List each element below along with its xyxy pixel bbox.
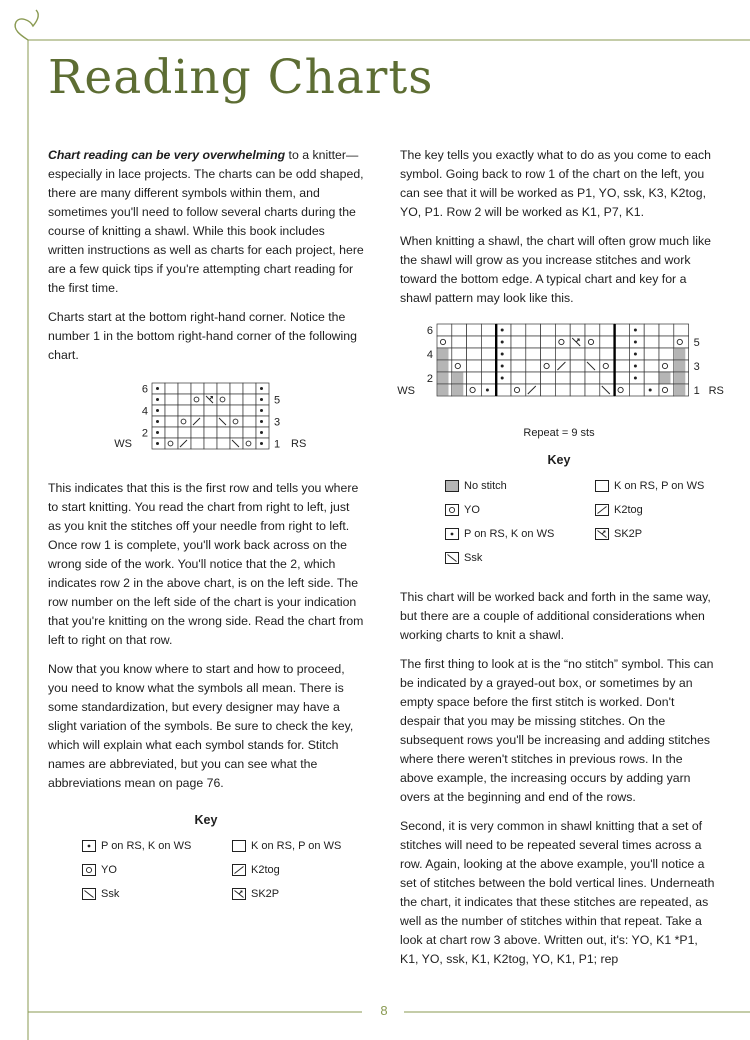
chart-cell xyxy=(555,384,570,396)
chart-cell xyxy=(600,324,615,336)
purl-dot-mark xyxy=(260,431,263,434)
row-number-label: 1 xyxy=(274,438,281,451)
chart-cell xyxy=(481,348,496,360)
chart-cell xyxy=(452,348,467,360)
chart-cell xyxy=(674,336,689,348)
chart-cell xyxy=(526,372,541,384)
key-item xyxy=(232,838,372,854)
chart-cell xyxy=(511,336,526,348)
purl-dot-mark xyxy=(260,387,263,390)
key-item xyxy=(232,862,372,878)
chart-cell xyxy=(615,336,630,348)
chart-cell xyxy=(511,348,526,360)
chart-cell xyxy=(204,394,217,405)
chart-cell xyxy=(467,324,482,336)
dot-key-symbol xyxy=(82,840,96,852)
chart-cell xyxy=(467,372,482,384)
chart-cell xyxy=(243,427,256,438)
chart-cell xyxy=(555,324,570,336)
paragraph: The first thing to look at is the “no stitch” symbol. This can be indicated by a grayed-out box, or sometimes by an empty space before the first stitch is worked. Don't despair that you may be missing stitches. On the subsequent rows you'll be increasing and adding stitches where there weren't stitches in previous rows. In the above example, the increasing occurs by adding yarn overs at the beginning and end of the rows. xyxy=(400,657,714,804)
left-column xyxy=(48,146,364,902)
symbol-key xyxy=(82,838,364,902)
chart-cell xyxy=(481,336,496,348)
chart-cell xyxy=(467,348,482,360)
chart-cell xyxy=(511,360,526,372)
empty-key-symbol xyxy=(595,480,609,492)
no-stitch-mark xyxy=(438,349,449,360)
chart-cell xyxy=(230,383,243,394)
chart-cell xyxy=(600,336,615,348)
chart-cell xyxy=(178,438,191,449)
dot-key-symbol xyxy=(445,528,459,540)
no-stitch-mark xyxy=(674,373,685,384)
chart-cell xyxy=(217,405,230,416)
circle-key-symbol xyxy=(445,504,459,516)
purl-dot-mark xyxy=(260,398,263,401)
key-item-label: Ssk xyxy=(464,551,483,564)
chart-cell xyxy=(615,348,630,360)
chart-cell xyxy=(585,384,600,396)
row-number-label: 2 xyxy=(426,373,433,386)
row-number-label: 4 xyxy=(426,349,433,362)
no-stitch-mark xyxy=(674,385,685,396)
chart-cell xyxy=(217,383,230,394)
repeat-label: Repeat = 9 sts xyxy=(523,427,595,439)
key-item xyxy=(595,502,735,518)
chart-cell xyxy=(437,324,452,336)
chart-cell xyxy=(165,427,178,438)
chart-cell xyxy=(191,427,204,438)
paragraph: Charts start at the bottom right-hand corner. Notice the number 1 in the bottom right-hand corner of the following chart. xyxy=(48,310,357,362)
row-number-label: 4 xyxy=(141,405,148,418)
chart-cell xyxy=(541,360,556,372)
purl-dot-mark xyxy=(156,387,159,390)
key-item-label: No stitch xyxy=(464,479,507,492)
chart-cell xyxy=(644,336,659,348)
chart-cell xyxy=(204,427,217,438)
intro-lead: Chart reading can be very overwhelming xyxy=(48,148,286,162)
key-item xyxy=(595,478,735,494)
chart-cell xyxy=(511,324,526,336)
chart-cell xyxy=(243,405,256,416)
purl-dot-mark xyxy=(156,409,159,412)
chart-cell xyxy=(570,384,585,396)
chart-cell xyxy=(541,324,556,336)
paragraph: This indicates that this is the first row and tells you where to start knitting. You read the chart from right to left, just as you knit the stitches off your needle from right to left. Once row 1 is complete, you'll work back across on the wrong side of the work. You'll notice that the 2, which indicates row 2 in the above chart, is on the left side. The row number on the left side of the chart is your indication that you're knitting on the wrong side. Read the chart from left to right on that row. xyxy=(48,481,364,647)
purl-dot-mark xyxy=(634,341,637,344)
chart-cell xyxy=(659,348,674,360)
chart-cell xyxy=(243,438,256,449)
page-number: 8 xyxy=(380,1003,388,1018)
chart-cell xyxy=(659,324,674,336)
chart-cell xyxy=(600,372,615,384)
slash-key-symbol xyxy=(232,864,246,876)
chart-cell xyxy=(243,416,256,427)
backslash-key-symbol xyxy=(445,552,459,564)
chart-cell xyxy=(243,394,256,405)
chart-cell xyxy=(659,384,674,396)
key-item-label: Ssk xyxy=(101,887,120,900)
chart-cell xyxy=(526,348,541,360)
key-item xyxy=(595,526,735,542)
key-title: Key xyxy=(194,813,218,827)
chart-cell xyxy=(178,416,191,427)
chart-cell xyxy=(191,438,204,449)
purl-dot-mark xyxy=(156,442,159,445)
right-column xyxy=(397,146,724,979)
key-item-label: K2tog xyxy=(251,863,280,876)
chart-cell xyxy=(178,394,191,405)
key-item xyxy=(445,478,595,494)
key-item xyxy=(82,862,232,878)
paragraph: This chart will be worked back and forth in the same way, but there are a couple of additional considerations when working charts to knit a shawl. xyxy=(400,590,711,642)
chart-cell xyxy=(585,372,600,384)
chart-cell xyxy=(165,438,178,449)
nostitch-key-symbol xyxy=(445,480,459,492)
chart-cell xyxy=(204,405,217,416)
chart-cell xyxy=(585,336,600,348)
chart-cell xyxy=(570,348,585,360)
empty-key-symbol xyxy=(232,840,246,852)
no-stitch-mark xyxy=(438,361,449,372)
purl-dot-mark xyxy=(486,389,489,392)
chart-cell xyxy=(555,348,570,360)
chart-cell xyxy=(191,405,204,416)
purl-dot-mark xyxy=(501,377,504,380)
chart-cell xyxy=(230,438,243,449)
chart-cell xyxy=(217,427,230,438)
chart-cell xyxy=(481,360,496,372)
intro-rest: to a knitter—especially in lace projects. The charts can be odd shaped, there are many different symbols within them, and sometimes you'll need to follow several charts during the course of knitting a shawl. While this book includes written instructions as well as charts for each project, here are a few quick tips if you're attempting chart reading for the first time. xyxy=(48,148,364,295)
ws-label: WS xyxy=(114,438,132,450)
chart-cell xyxy=(644,372,659,384)
chart-cell xyxy=(437,336,452,348)
chart-cell xyxy=(526,324,541,336)
no-stitch-mark xyxy=(438,385,449,396)
row-number-label: 5 xyxy=(693,337,700,350)
purl-dot-mark xyxy=(260,409,263,412)
chart-cell xyxy=(204,416,217,427)
key-item-label: YO xyxy=(101,863,117,876)
purl-dot-mark xyxy=(649,389,652,392)
row-number-label: 6 xyxy=(426,325,433,338)
key-item-label: SK2P xyxy=(614,527,643,540)
chart-cell xyxy=(243,383,256,394)
chart-cell xyxy=(674,324,689,336)
chart-cell xyxy=(585,324,600,336)
intro-paragraph xyxy=(48,146,364,298)
paragraph: Now that you know where to start and how to proceed, you need to know what the symbols all mean. There is some standardization, but every designer may have a slight variation of the symbols. Be sure to check the key, which will explain what each symbol stands for. Stitch names are abbreviated, but you can see what the abbreviations mean on page 76. xyxy=(48,662,354,790)
key-item xyxy=(445,550,595,566)
purl-dot-mark xyxy=(501,365,504,368)
chart-cell xyxy=(230,416,243,427)
key-item xyxy=(82,886,232,902)
chart-cell xyxy=(644,324,659,336)
key-item-label: K2tog xyxy=(614,503,643,516)
key-title: Key xyxy=(547,453,571,467)
chart-cell xyxy=(541,372,556,384)
shawl-chart xyxy=(397,318,724,426)
chart-cell xyxy=(541,348,556,360)
chart-cell xyxy=(230,405,243,416)
key-item xyxy=(445,526,595,542)
chart-cell xyxy=(467,336,482,348)
slash-key-symbol xyxy=(595,504,609,516)
chart-cell xyxy=(230,427,243,438)
chart-cell xyxy=(452,324,467,336)
chart-cell xyxy=(191,416,204,427)
no-stitch-mark xyxy=(452,373,463,384)
sk2p-key-symbol xyxy=(232,888,246,900)
chart-cell xyxy=(178,427,191,438)
purl-dot-mark xyxy=(156,398,159,401)
rs-label: RS xyxy=(708,385,724,397)
chart-cell xyxy=(600,360,615,372)
purl-dot-mark xyxy=(260,420,263,423)
chart-cell xyxy=(511,372,526,384)
purl-dot-mark xyxy=(156,420,159,423)
key-item-label: K on RS, P on WS xyxy=(251,839,342,852)
chart-cell xyxy=(230,394,243,405)
purl-dot-mark xyxy=(501,353,504,356)
backslash-key-symbol xyxy=(82,888,96,900)
circle-key-symbol xyxy=(82,864,96,876)
chart-cell xyxy=(570,360,585,372)
chart-cell xyxy=(644,360,659,372)
rs-label: RS xyxy=(291,438,307,450)
purl-dot-mark xyxy=(634,365,637,368)
no-stitch-mark xyxy=(660,373,671,384)
chart-cell xyxy=(570,324,585,336)
chart-cell xyxy=(178,383,191,394)
key-item-label: YO xyxy=(464,503,480,516)
chart-cell xyxy=(511,384,526,396)
purl-dot-mark xyxy=(634,329,637,332)
row-number-label: 5 xyxy=(274,394,281,407)
chart-cell xyxy=(541,384,556,396)
ws-label: WS xyxy=(397,385,415,397)
chart-cell xyxy=(526,360,541,372)
chart-cell xyxy=(452,336,467,348)
chart-cell xyxy=(217,416,230,427)
chart-cell xyxy=(496,384,511,396)
purl-dot-mark xyxy=(501,329,504,332)
key-item xyxy=(445,502,595,518)
chart-cell xyxy=(615,372,630,384)
chart-cell xyxy=(191,383,204,394)
sk2p-key-symbol xyxy=(595,528,609,540)
chart-cell xyxy=(615,324,630,336)
purl-dot-mark xyxy=(634,353,637,356)
chart-cell xyxy=(615,384,630,396)
paragraph: Second, it is very common in shawl knitting that a set of stitches will need to be repeated several times across a row. Again, looking at the above example, you'll notice a set of stitches between the bold vertical lines. Underneath the chart, it indicates that these stitches are repeated, as well as the number of stitches within that repeat. Take a look at chart row 3 above. Written out, it's: YO, K1 *P1, K1, YO, ssk, K1, K2tog, YO, K1, P1; rep xyxy=(400,819,715,966)
purl-dot-mark xyxy=(260,442,263,445)
key-item-label: K on RS, P on WS xyxy=(614,479,705,492)
key-item-label: P on RS, K on WS xyxy=(464,527,555,540)
chart-cell xyxy=(165,383,178,394)
chart-cell xyxy=(217,438,230,449)
chart-cell xyxy=(481,372,496,384)
row-number-label: 1 xyxy=(693,385,700,398)
chart-cell xyxy=(629,384,644,396)
key-item-label: SK2P xyxy=(251,887,280,900)
chart-cell xyxy=(204,438,217,449)
chart-cell xyxy=(467,384,482,396)
chart-cell xyxy=(165,416,178,427)
paragraph: When knitting a shawl, the chart will often grow much like the shawl will grow as you increase stitches and work toward the bottom edge. A typical chart and key for a shawl pattern may look like this. xyxy=(400,234,711,305)
chart-cell xyxy=(165,394,178,405)
chart-cell xyxy=(541,336,556,348)
lace-chart xyxy=(48,375,364,465)
symbol-key xyxy=(445,478,718,566)
chart-cell xyxy=(555,336,570,348)
purl-dot-mark xyxy=(501,341,504,344)
chart-cell xyxy=(467,360,482,372)
chart-cell xyxy=(481,324,496,336)
no-stitch-mark xyxy=(674,349,685,360)
key-item-label: P on RS, K on WS xyxy=(101,839,192,852)
row-number-label: 3 xyxy=(274,416,281,429)
chart-cell xyxy=(452,360,467,372)
purl-dot-mark xyxy=(634,377,637,380)
page-title: Reading Charts xyxy=(48,50,434,105)
chart-cell xyxy=(615,360,630,372)
chart-cell xyxy=(659,336,674,348)
purl-dot-mark xyxy=(156,431,159,434)
chart-cell xyxy=(644,348,659,360)
paragraph: The key tells you exactly what to do as you come to each symbol. Going back to row 1 of the chart on the left, you can see that it will be worked as P1, YO, ssk, K3, K2tog, YO, P1. Row 2 will be worked as K1, P7, K1. xyxy=(400,148,712,219)
chart-cell xyxy=(204,383,217,394)
row-number-label: 6 xyxy=(141,383,148,396)
no-stitch-mark xyxy=(452,385,463,396)
chart-cell xyxy=(191,394,204,405)
chart-cell xyxy=(600,348,615,360)
chart-cell xyxy=(178,405,191,416)
chart-cell xyxy=(659,360,674,372)
row-number-label: 2 xyxy=(141,427,148,440)
chart-cell xyxy=(585,348,600,360)
chart-cell xyxy=(570,372,585,384)
chart-cell xyxy=(555,372,570,384)
no-stitch-mark xyxy=(438,373,449,384)
chart-cell xyxy=(217,394,230,405)
key-item xyxy=(232,886,372,902)
chart-cell xyxy=(526,336,541,348)
key-item xyxy=(82,838,232,854)
no-stitch-mark xyxy=(674,361,685,372)
chart-cell xyxy=(165,405,178,416)
row-number-label: 3 xyxy=(693,361,700,374)
